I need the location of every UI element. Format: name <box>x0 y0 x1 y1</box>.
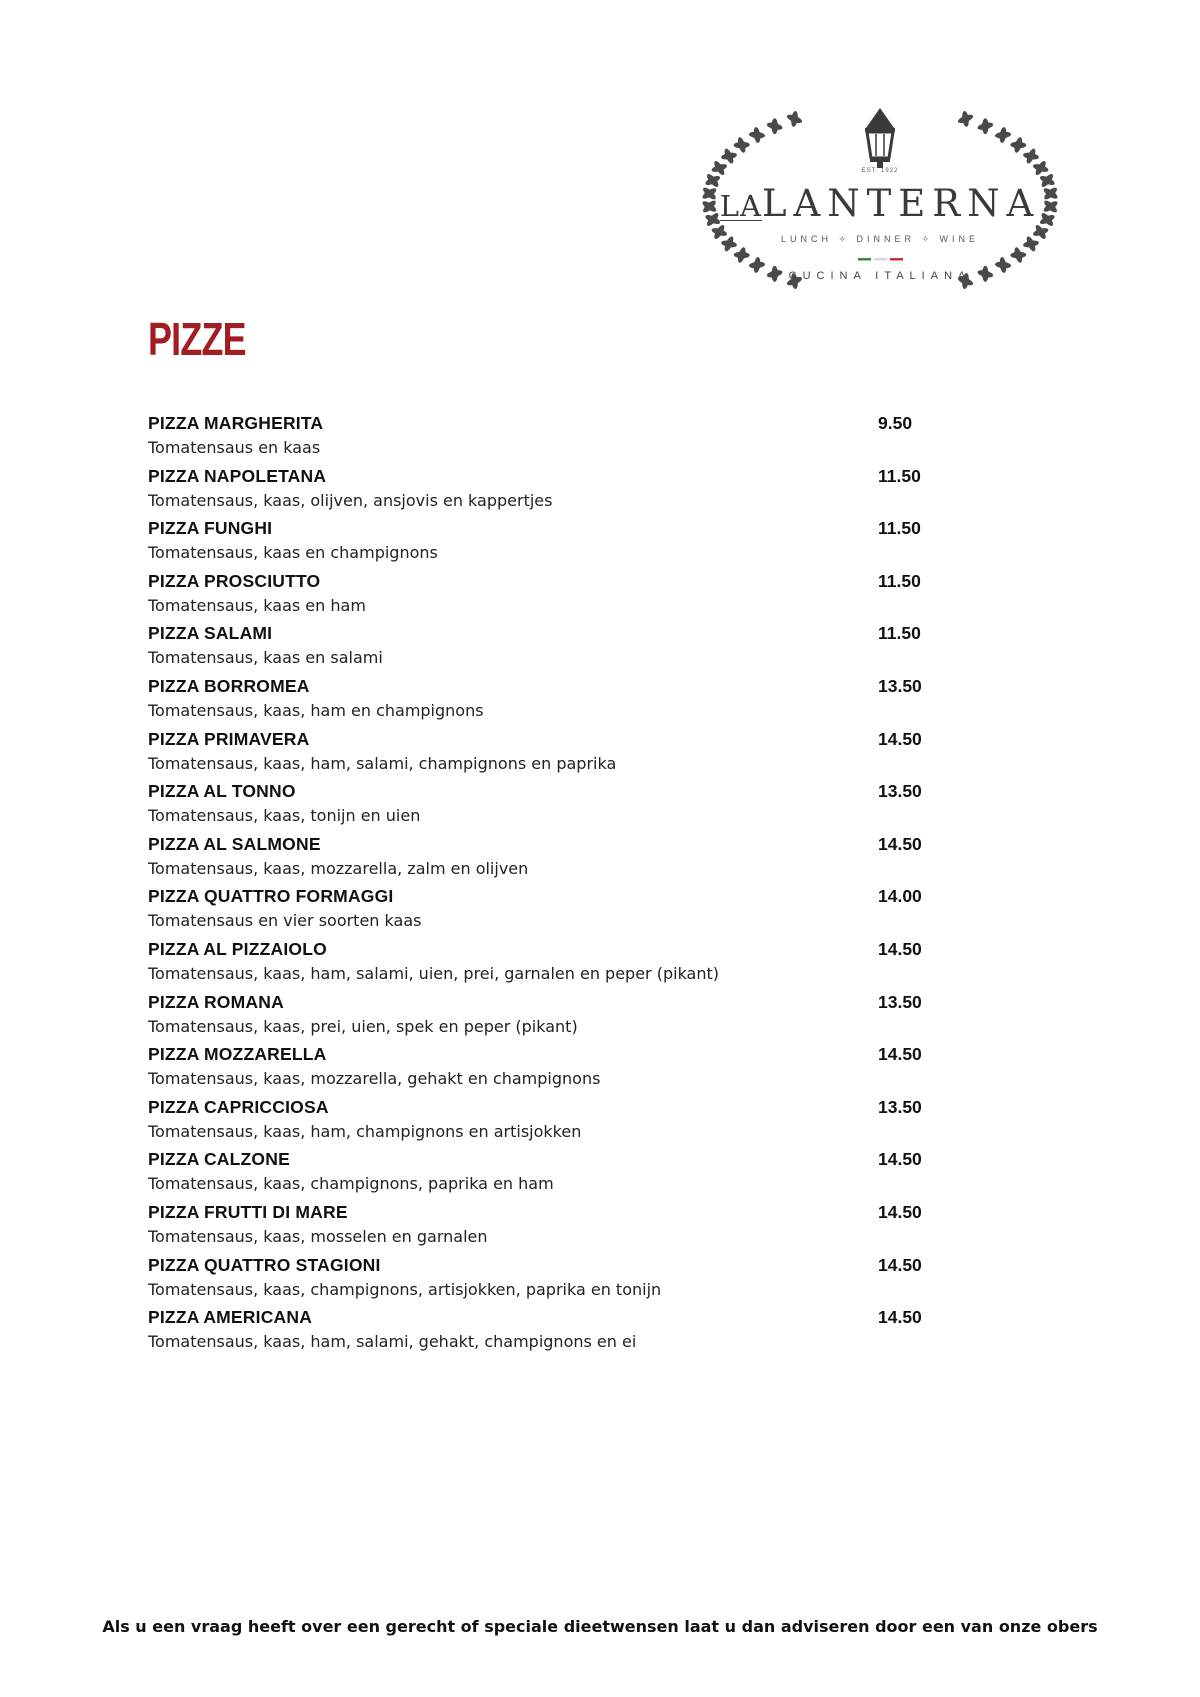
item-price: 13.50 <box>878 675 922 696</box>
item-name: PIZZA ROMANA <box>148 991 284 1012</box>
menu-item <box>148 676 948 729</box>
item-name: PIZZA PRIMAVERA <box>148 728 310 749</box>
item-name: PIZZA BORROMEA <box>148 675 310 696</box>
page-title: PIZZE <box>148 313 246 365</box>
item-name: PIZZA MARGHERITA <box>148 413 324 433</box>
item-description: Tomatensaus, kaas, prei, uien, spek en peper (pikant) <box>148 1016 578 1036</box>
menu-item <box>148 781 948 834</box>
item-description: Tomatensaus, kaas en ham <box>148 595 366 615</box>
menu-item <box>148 834 948 887</box>
laurel-leaf <box>1010 252 1026 259</box>
item-description: Tomatensaus, kaas, ham, champignons en artisjokken <box>148 1121 582 1141</box>
menu-item <box>148 729 948 782</box>
item-description: Tomatensaus en vier soorten kaas <box>148 911 422 931</box>
item-description: Tomatensaus, kaas, tonijn en uien <box>148 806 421 826</box>
item-price: 13.50 <box>878 781 922 802</box>
item-price: 13.50 <box>878 991 922 1012</box>
item-description: Tomatensaus, kaas en champignons <box>148 543 438 563</box>
logo-subtitle: CUCINA ITALIANA <box>788 270 972 282</box>
menu-item <box>148 992 948 1045</box>
item-name: PIZZA AL TONNO <box>148 781 296 802</box>
item-description: Tomatensaus, kaas, mozzarella, gehakt en champignons <box>148 1069 601 1089</box>
item-price: 11.50 <box>878 623 921 644</box>
laurel-leaf <box>999 127 1008 144</box>
item-description: Tomatensaus, kaas, ham, salami, uien, prei, garnalen en peper (pikant) <box>148 963 720 983</box>
item-name: PIZZA AL SALMONE <box>148 833 321 854</box>
item-name: PIZZA SALAMI <box>148 623 273 644</box>
menu-item <box>148 466 948 519</box>
item-name: PIZZA AMERICANA <box>148 1307 313 1328</box>
menu-item <box>148 571 948 624</box>
item-price: 11.50 <box>878 465 921 486</box>
item-description: Tomatensaus, kaas, olijven, ansjovis en kappertjes <box>148 490 553 510</box>
menu-list <box>148 413 948 1360</box>
laurel-leaf <box>961 111 970 128</box>
item-name: PIZZA PROSCIUTTO <box>148 570 321 591</box>
laurel-leaf <box>749 261 766 269</box>
item-price: 14.50 <box>878 1307 922 1328</box>
menu-item <box>148 939 948 992</box>
item-price: 11.50 <box>878 518 921 539</box>
item-description: Tomatensaus, kaas, champignons, paprika en ham <box>148 1174 554 1194</box>
menu-item <box>148 518 948 571</box>
item-description: Tomatensaus, kaas en salami <box>148 648 383 668</box>
logo-tagline: LUNCH ✧ DINNER ✧ WINE <box>780 234 980 244</box>
item-description: Tomatensaus, kaas, mosselen en garnalen <box>148 1226 488 1246</box>
restaurant-logo <box>680 100 1080 300</box>
menu-item <box>148 1149 948 1202</box>
item-name: PIZZA QUATTRO FORMAGGI <box>148 886 394 907</box>
menu-item <box>148 1255 948 1308</box>
menu-item <box>148 886 948 939</box>
menu-item <box>148 1097 948 1150</box>
item-name: PIZZA CAPRICCIOSA <box>148 1096 329 1117</box>
item-name: PIZZA NAPOLETANA <box>148 465 327 486</box>
item-name: PIZZA FUNGHI <box>148 518 273 539</box>
laurel-leaf <box>753 127 762 144</box>
lantern-icon <box>865 108 895 168</box>
item-description: Tomatensaus, kaas, champignons, artisjokken, paprika en tonijn <box>148 1279 662 1299</box>
item-price: 14.50 <box>878 1254 922 1275</box>
item-price: 14.50 <box>878 833 922 854</box>
item-price: 14.00 <box>878 886 922 907</box>
item-price: 14.50 <box>878 938 922 959</box>
item-name: PIZZA FRUTTI DI MARE <box>148 1201 348 1222</box>
menu-item <box>148 1307 948 1360</box>
logo-name-main: LANTERNA <box>761 182 1041 225</box>
menu-item <box>148 1202 948 1255</box>
item-price: 14.50 <box>878 1201 922 1222</box>
menu-item <box>148 413 948 466</box>
item-description: Tomatensaus en kaas <box>148 438 321 457</box>
item-description: Tomatensaus, kaas, ham en champignons <box>148 700 484 720</box>
menu-item <box>148 1044 948 1097</box>
laurel-leaf <box>772 118 778 134</box>
menu-item <box>148 623 948 676</box>
item-price: 13.50 <box>878 1096 922 1117</box>
laurel-leaf <box>995 261 1012 269</box>
item-description: Tomatensaus, kaas, ham, salami, gehakt, champignons en ei <box>148 1332 637 1352</box>
item-description: Tomatensaus, kaas, ham, salami, champignons en paprika <box>148 753 617 773</box>
item-name: PIZZA QUATTRO STAGIONI <box>148 1254 381 1275</box>
item-price: 14.50 <box>878 728 922 749</box>
item-price: 9.50 <box>878 413 913 433</box>
laurel-leaf <box>982 118 988 134</box>
item-description: Tomatensaus, kaas, mozzarella, zalm en olijven <box>148 858 529 878</box>
item-price: 14.50 <box>878 1044 922 1065</box>
laurel-leaf <box>734 252 750 259</box>
item-name: PIZZA AL PIZZAIOLO <box>148 938 327 959</box>
item-name: PIZZA MOZZARELLA <box>148 1044 327 1065</box>
laurel-leaf <box>790 111 799 128</box>
logo-established: EST. 1922 <box>861 168 899 174</box>
footer-note: Als u een vraag heeft over een gerecht of speciale dieetwensen laat u dan adviseren door een van onze obers <box>102 1617 1098 1636</box>
logo-prefix: LA <box>719 189 762 223</box>
item-price: 11.50 <box>878 570 921 591</box>
item-name: PIZZA CALZONE <box>148 1149 290 1170</box>
item-price: 14.50 <box>878 1149 922 1170</box>
logo-wordmark <box>680 182 1080 225</box>
